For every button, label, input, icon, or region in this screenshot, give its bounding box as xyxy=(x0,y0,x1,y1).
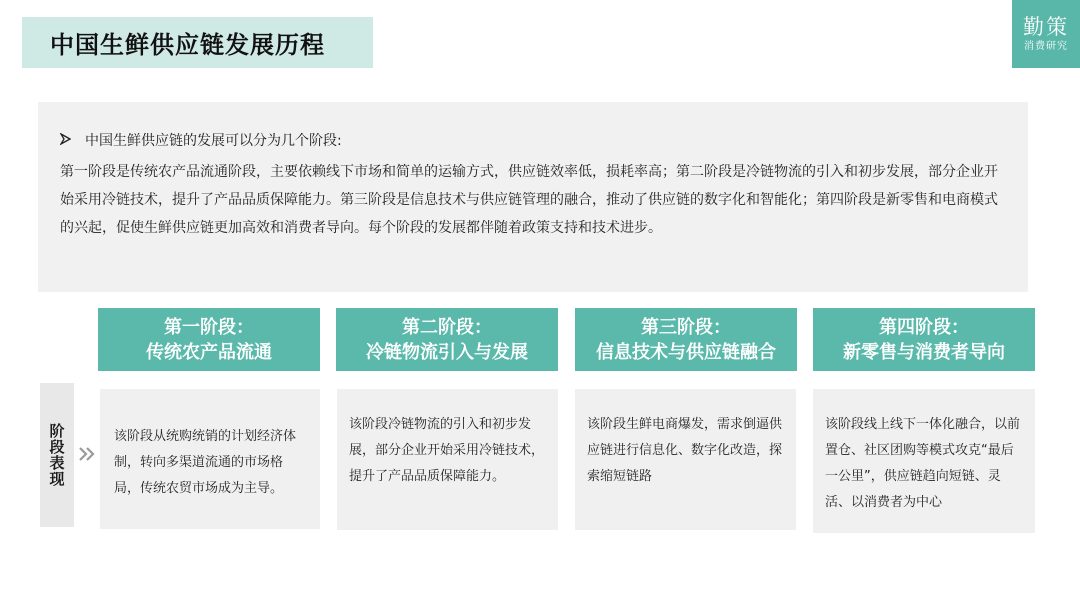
stage-3-description: 该阶段生鲜电商爆发，需求倒逼供应链进行信息化、数字化改造，探索缩短链路 xyxy=(587,417,783,484)
stage-4-subtitle: 新零售与消费者导向 xyxy=(843,341,1005,363)
logo-sub-text: 消费研究 xyxy=(1024,41,1068,52)
stage-2-description-box xyxy=(337,389,558,530)
stage-1-description: 该阶段从统购统销的计划经济体制，转向多渠道流通的市场格局，传统农贸市场成为主导。 xyxy=(114,429,297,496)
stage-1-description-box xyxy=(100,389,320,529)
row-label-box xyxy=(40,383,74,527)
stage-2-description: 该阶段冷链物流的引入和初步发展，部分企业开始采用冷链技术，提升了产品品质保障能力。 xyxy=(349,417,545,484)
stage-4-title: 第四阶段： xyxy=(879,316,969,338)
intro-body: 第一阶段是传统农产品流通阶段，主要依赖线下市场和简单的运输方式，供应链效率低，损耗率高；第二阶段是冷链物流的引入和初步发展，部分企业开始采用冷链技术，提升了产品品质保障能力。第三阶段是信息技术与供应链管理的融合，推动了供应链的数字化和智能化；第四阶段是新零售和电商模式的兴起，促使生鲜供应链更加高效和消费者导向。每个阶段的发展都伴随着政策支持和技术进步。 xyxy=(60,164,998,236)
stage-1-subtitle: 传统农产品流通 xyxy=(146,341,272,363)
stage-4-description-box xyxy=(813,389,1035,533)
stage-2-subtitle: 冷链物流引入与发展 xyxy=(366,341,528,363)
stage-4-header xyxy=(813,308,1035,371)
stage-1-header xyxy=(98,308,320,371)
arrow-right-bullet-icon xyxy=(60,130,71,152)
page-title: 中国生鲜供应链发展历程 xyxy=(50,31,325,59)
double-chevron-right-icon xyxy=(79,446,97,460)
intro-panel xyxy=(38,102,1028,292)
stage-4-description: 该阶段线上线下一体化融合，以前置仓、社区团购等模式攻克“最后一公里”，供应链趋向短链、灵活、以消费者为中心 xyxy=(825,417,1021,510)
intro-heading: 中国生鲜供应链的发展可以分为几个阶段: xyxy=(85,133,342,149)
stage-1-title: 第一阶段： xyxy=(164,316,254,338)
row-label: 阶段表现 xyxy=(47,423,66,487)
brand-logo xyxy=(1012,0,1080,68)
stage-2-header xyxy=(336,308,558,371)
stage-3-header xyxy=(575,308,797,371)
logo-main-text: 勤策 xyxy=(1023,15,1069,39)
stage-3-subtitle: 信息技术与供应链融合 xyxy=(596,341,776,363)
stage-3-description-box xyxy=(575,389,796,530)
stage-2-title: 第二阶段： xyxy=(402,316,492,338)
title-bar xyxy=(22,17,373,68)
intro-heading-row xyxy=(60,130,1004,152)
stage-3-title: 第三阶段： xyxy=(641,316,731,338)
